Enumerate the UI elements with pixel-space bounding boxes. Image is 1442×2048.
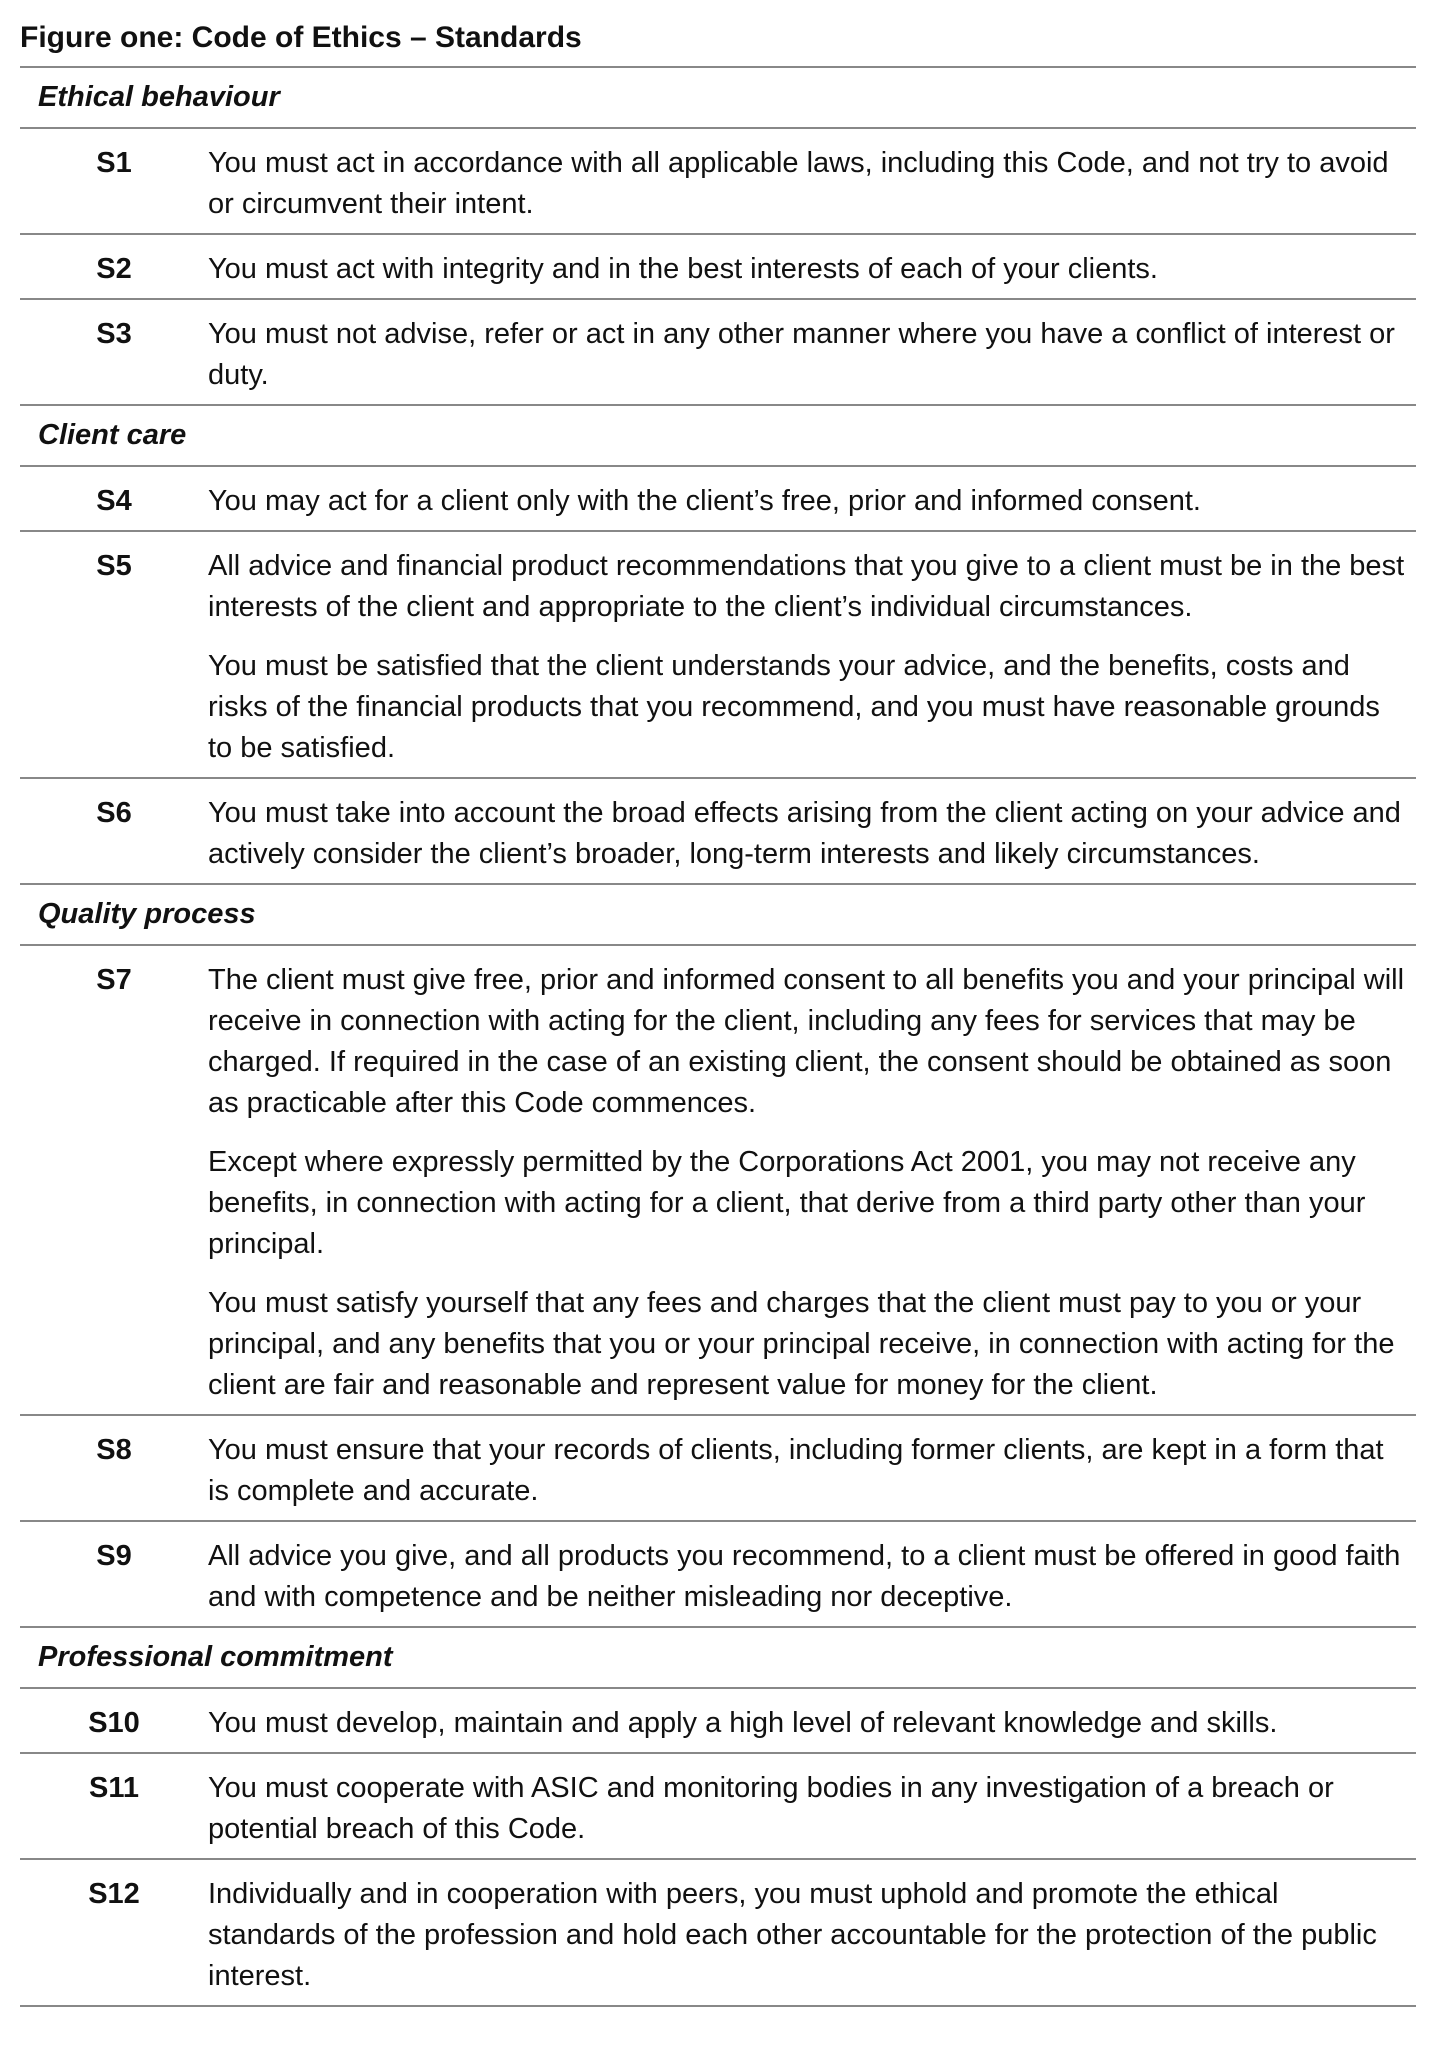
section-heading: Professional commitment bbox=[20, 1626, 1416, 1687]
standard-paragraph: The client must give free, prior and informed consent to all benefits you and your principal will receive in connection with acting for the client, including any fees for services that may be charged. If required in the case of an existing client, the consent should be obtained as soon as practicable after this Code commences. bbox=[208, 964, 1405, 1119]
standard-code: S12 bbox=[88, 1878, 140, 1910]
standard-text bbox=[208, 1430, 1416, 1512]
standard-code: S6 bbox=[96, 797, 132, 829]
standard-paragraph: You may act for a client only with the client’s free, prior and informed consent. bbox=[208, 485, 1201, 517]
standard-text bbox=[208, 1536, 1416, 1618]
standard-code: S1 bbox=[96, 147, 132, 179]
standard-code: S11 bbox=[89, 1772, 139, 1804]
standard-text bbox=[208, 793, 1416, 875]
standard-paragraph: You must act in accordance with all applicable laws, including this Code, and not try to avoid or circumvent their intent. bbox=[208, 147, 1389, 220]
standard-row bbox=[20, 465, 1416, 530]
section-heading: Ethical behaviour bbox=[20, 66, 1416, 127]
standard-row bbox=[20, 127, 1416, 233]
standard-code: S10 bbox=[88, 1707, 140, 1739]
standard-text bbox=[208, 143, 1416, 225]
standard-text bbox=[208, 481, 1416, 522]
standard-row bbox=[20, 1687, 1416, 1752]
standard-paragraph: You must ensure that your records of clients, including former clients, are kept in a form that is complete and accurate. bbox=[208, 1434, 1384, 1507]
standard-row bbox=[20, 1520, 1416, 1626]
standard-row bbox=[20, 1414, 1416, 1520]
standard-text bbox=[208, 960, 1416, 1406]
standard-row bbox=[20, 1858, 1416, 2005]
standard-text bbox=[208, 1768, 1416, 1850]
standard-paragraph: You must satisfy yourself that any fees and charges that the client must pay to you or your principal, and any benefits that you or your principal receive, in connection with acting for the client are fair and reasonable and represent value for money for the client. bbox=[208, 1287, 1395, 1401]
standard-paragraph: You must not advise, refer or act in any other manner where you have a conflict of interest or duty. bbox=[208, 318, 1395, 391]
table-bottom-rule bbox=[20, 2005, 1416, 2007]
standard-row bbox=[20, 777, 1416, 883]
standard-text bbox=[208, 546, 1416, 769]
standard-row bbox=[20, 530, 1416, 777]
standard-paragraph: Individually and in cooperation with peers, you must uphold and promote the ethical standards of the profession and hold each other accountable for the protection of the public interest. bbox=[208, 1878, 1377, 1992]
standards-table bbox=[20, 66, 1416, 2005]
standard-code: S4 bbox=[96, 485, 132, 517]
standard-paragraph: All advice and financial product recommendations that you give to a client must be in the best interests of the client and appropriate to the client’s individual circumstances. bbox=[208, 550, 1405, 623]
standard-text bbox=[208, 314, 1416, 396]
standard-paragraph: All advice you give, and all products you recommend, to a client must be offered in good faith and with competence and be neither misleading nor deceptive. bbox=[208, 1540, 1401, 1613]
standard-paragraph: You must develop, maintain and apply a high level of relevant knowledge and skills. bbox=[208, 1707, 1278, 1739]
standard-row bbox=[20, 298, 1416, 404]
section-heading: Client care bbox=[20, 404, 1416, 465]
standard-row bbox=[20, 1752, 1416, 1858]
standard-paragraph: You must be satisfied that the client understands your advice, and the benefits, costs and risks of the financial products that you recommend, and you must have reasonable grounds to be satisfied. bbox=[208, 650, 1380, 764]
standard-code: S2 bbox=[96, 253, 132, 285]
standard-code: S9 bbox=[96, 1540, 132, 1572]
standard-paragraph: You must cooperate with ASIC and monitoring bodies in any investigation of a breach or potential breach of this Code. bbox=[208, 1772, 1334, 1845]
standard-paragraph: You must take into account the broad effects arising from the client acting on your advice and actively consider the client’s broader, long-term interests and likely circumstances. bbox=[208, 797, 1401, 870]
standard-paragraph: Except where expressly permitted by the Corporations Act 2001, you may not receive any benefits, in connection with acting for a client, that derive from a third party other than your principal. bbox=[208, 1146, 1366, 1260]
standard-code: S3 bbox=[96, 318, 132, 350]
standard-text bbox=[208, 1874, 1416, 1997]
standard-text bbox=[208, 249, 1416, 290]
standard-row bbox=[20, 233, 1416, 298]
standard-code: S7 bbox=[96, 964, 132, 996]
standard-row bbox=[20, 944, 1416, 1414]
standard-code: S8 bbox=[96, 1434, 132, 1466]
section-heading: Quality process bbox=[20, 883, 1416, 944]
standard-text bbox=[208, 1703, 1416, 1744]
figure-title: Figure one: Code of Ethics – Standards bbox=[20, 21, 582, 54]
standard-paragraph: You must act with integrity and in the best interests of each of your clients. bbox=[208, 253, 1158, 285]
standard-code: S5 bbox=[96, 550, 132, 582]
